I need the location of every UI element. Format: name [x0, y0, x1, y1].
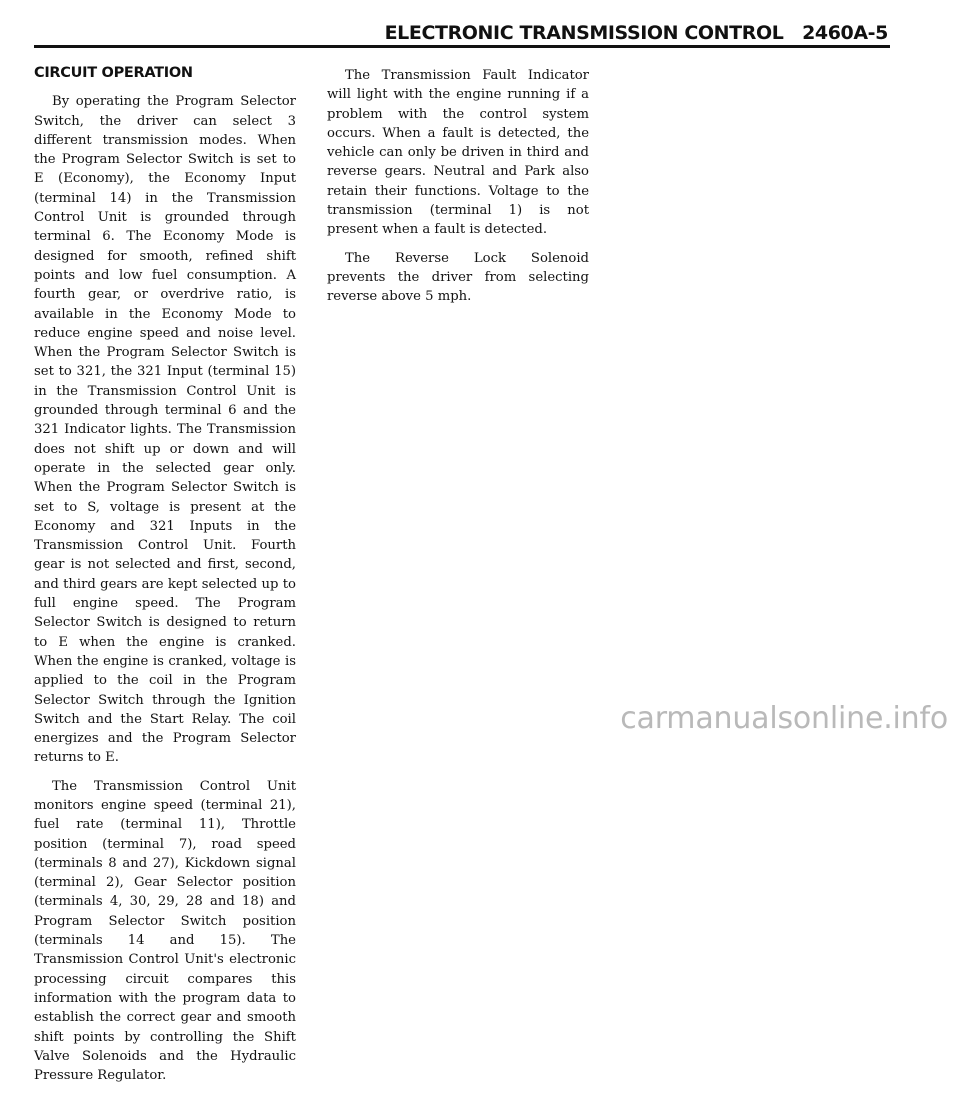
left-column: [34, 64, 296, 1094]
section-heading: CIRCUIT OPERATION: [34, 65, 193, 81]
header-title: ELECTRONIC TRANSMISSION CONTROL: [384, 22, 784, 44]
paragraph-reverse-lock: The Reverse Lock Solenoid prevents the driver from selecting reverse above 5 mph.: [327, 250, 589, 305]
paragraph-control-unit-monitors: The Transmission Control Unit monitors engine speed (terminal 21), fuel rate (terminal 11), Throttle position (terminal 7), road speed (terminals 8 and 27), Kickdown signal (terminal 2), Gear Selector position (terminals 4, 30, 29, 28 and 18) and Program Selector Switch position (terminals 14 and 15). The Transmission Control Unit's electronic processing circuit compares this information with the program data to establish the correct gear and smooth shift points by controlling the Shift Valve Solenoids and the Hydraulic Pressure Regulator.: [34, 778, 296, 1084]
paragraph-program-selector: By operating the Program Selector Switch, the driver can select 3 different transmission modes. When the Program Selector Switch is set to E (Economy), the Economy Input (terminal 14) in the Transmission Control Unit is grounded through terminal 6. The Economy Mode is designed for smooth, refined shift points and low fuel consumption. A fourth gear, or overdrive ratio, is available in the Economy Mode to reduce engine speed and noise level. When the Program Selector Switch is set to 321, the 321 Input (terminal 15) in the Transmission Control Unit is grounded through terminal 6 and the 321 Indicator lights. The Transmission does not shift up or down and will operate in the selected gear only. When the Program Selector Switch is set to S, voltage is present at the Economy and 321 Inputs in the Transmission Control Unit. Fourth gear is not selected and first, second, and third gears are kept selected up to full engine speed. The Program Selector Switch is designed to return to E when the engine is cranked. When the engine is cranked, voltage is applied to the coil in the Program Selector Switch through the Ignition Switch and the Start Relay. The coil energizes and the Program Selector returns to E.: [34, 94, 296, 766]
page-number: 2460A-5: [802, 22, 888, 44]
right-column: [327, 66, 589, 316]
page-header: [0, 22, 888, 44]
watermark-text: carmanualsonline.info: [620, 701, 948, 736]
paragraph-fault-indicator: The Transmission Fault Indicator will light with the engine running if a problem with the control system occurs. When a fault is detected, the vehicle can only be driven in third and reverse gears. Neutral and Park also retain their functions. Voltage to the transmission (terminal 1) is not present when a fault is detected.: [327, 68, 589, 238]
header-rule: [34, 45, 890, 48]
